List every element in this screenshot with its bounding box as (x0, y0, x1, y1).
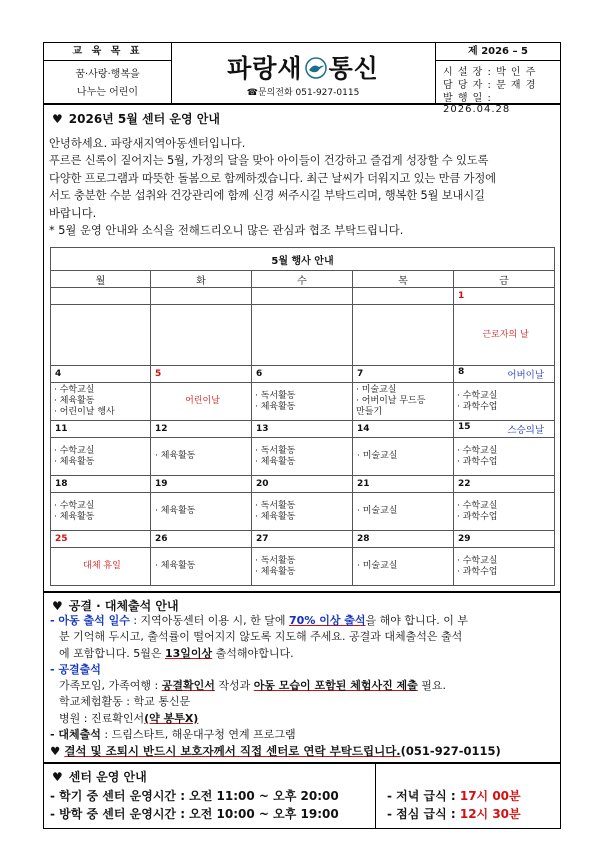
date-cell (454, 421, 555, 438)
date-cell (454, 288, 555, 305)
excused-form: 공결확인서 (161, 679, 215, 693)
date-cell (51, 366, 151, 383)
day-header: 수 (252, 271, 353, 288)
excused-school: 학교체험활동 : 학교 통신문 (59, 695, 191, 709)
date-cell (151, 531, 252, 548)
date-number: 14 (357, 424, 370, 434)
activity-cell (151, 383, 252, 421)
holiday-label: 어버이날 (507, 370, 545, 381)
calendar-date-row (51, 288, 555, 305)
activity-cell (151, 493, 252, 531)
education-goal-box (44, 43, 172, 103)
date-number: 8 (458, 367, 465, 377)
heart-icon: ♥ (50, 744, 65, 759)
attendance-requirement: 70% 이상 출석 (289, 614, 366, 627)
activity-cell (51, 493, 151, 531)
date-cell (353, 366, 454, 383)
goal-line-2: 나누는 어린이 (76, 87, 139, 98)
date-cell (51, 476, 151, 493)
date-number: 1 (458, 291, 465, 301)
activity-text: 근로자의 날 (482, 329, 529, 340)
date-cell (252, 288, 353, 305)
activity-cell (252, 548, 353, 586)
excused-text: 가족모임, 가족여행 : (59, 679, 162, 693)
activity-text: · 수학교실 · 과학수업 (457, 500, 498, 522)
dinner-label: - 저녁 급식 : (387, 789, 460, 803)
activity-cell (353, 383, 454, 421)
notice-phone: (051-927-0115) (400, 744, 501, 759)
section-title-text: 공결 · 대체출석 안내 (68, 599, 179, 613)
photo-requirement: 아동 모습이 포함된 체험사진 제출 (253, 679, 418, 693)
date-cell (51, 288, 151, 305)
excused-label: 공결출석 (58, 662, 101, 676)
intro-line: 푸르른 신록이 짙어지는 5월, 가정의 달을 맞아 아이들이 건강하고 즐겁게 성장할 수 있도록 (49, 154, 489, 168)
operation-notice-section (43, 104, 561, 592)
date-number: 22 (458, 479, 471, 489)
date-number: 11 (55, 424, 68, 434)
lunch-value: 12시 30분 (459, 807, 521, 821)
semester-hours: - 학기 중 센터 운영시간 : 오전 11:00 ~ 오후 20:00 (50, 789, 339, 803)
activity-cell (151, 548, 252, 586)
date-number: 15 (458, 422, 471, 432)
calendar-title: 5월 행사 안내 (51, 248, 555, 271)
date-cell (454, 476, 555, 493)
attendance-section (43, 592, 561, 763)
date-cell (252, 421, 353, 438)
substitute-label: 대체출석 (58, 728, 101, 742)
attendance-text: 을 해야 합니다. 이 부 (365, 614, 469, 627)
section-title-text: 2026년 5월 센터 운영 안내 (68, 112, 220, 126)
activity-text: · 미술교실 · 어버이날 무드등 만들기 (356, 385, 426, 417)
date-number: 20 (256, 479, 269, 489)
activity-text: · 독서활동 · 체육활동 (255, 445, 296, 467)
calendar-date-row (51, 421, 555, 438)
activity-cell (454, 493, 555, 531)
intro-line: 다양한 프로그램과 따뜻한 돌봄으로 함께하겠습니다. 최근 날씨가 더워지고 있는 만큼 가정에 (49, 171, 496, 185)
activity-cell (454, 438, 555, 476)
activity-text: · 독서활동 · 체육활동 (255, 390, 296, 412)
intro-line: 안녕하세요. 파랑새지역아동센터입니다. (49, 137, 246, 150)
date-number: 12 (155, 424, 168, 434)
intro-line: 서도 충분한 수분 섭취와 건강관리에 함께 신경 써주시길 부탁드리며, 행복한 5월 보내시길 (49, 189, 485, 203)
date-number: 27 (256, 534, 269, 544)
activity-text: · 수학교실 · 체육활동 (54, 500, 95, 522)
activity-text: 어린이날 (185, 396, 220, 406)
section-title (52, 597, 179, 614)
date-cell (151, 366, 252, 383)
attendance-line: 분 기억해 두시고, 출석률이 떨어지지 않도록 지도해 주세요. 공결과 대체출석은 출석 (59, 630, 463, 644)
calendar-activity-row (51, 383, 555, 421)
date-number: 5 (155, 369, 162, 379)
attendance-content: - 아동 출석 일수 : 지역아동센터 이용 시, 한 달에 70% 이상 출석을 해야 합니다. 이 부 분 기억해 두시고, 출석률이 떨어지지 않도록 지도해 주세요. 공결과 대체출석은 출석 에 포함합니다. 5월은 13일이상 출석해야합니다. - 공결출석 가족모임, 가족여행 : 공결확인서 작성과 아동 모습이 포함된 체험사진 제출 필요. 학교체험활동 : 학교 통신문 병원 : 진료확인서(약 봉투X) - 대체출석 : 드림스타트, 해운대구청 연계 프로그램 ♥ 결석 및 조퇴시 반드시 보호자께서 직접 센터로 연락 부탁드립니다.(051-927-0115) (50, 613, 558, 760)
date-number: 7 (357, 369, 364, 379)
date-cell (353, 476, 454, 493)
calendar-date-row (51, 366, 555, 383)
dinner-value: 17시 00분 (459, 789, 521, 803)
logo-text-left: 파랑새 (227, 54, 303, 83)
activity-cell (353, 493, 454, 531)
dinner-time (387, 787, 521, 804)
activity-text: · 독서활동 · 체육활동 (255, 500, 296, 522)
holiday-label: 스승의날 (507, 425, 545, 436)
excused-text: 작성과 (214, 679, 254, 693)
day-header: 월 (51, 271, 151, 288)
section-title (52, 110, 220, 127)
activity-cell (353, 548, 454, 586)
required-days: 13일이상 (165, 646, 213, 660)
attendance-text: 에 포함합니다. 5월은 (59, 646, 165, 660)
activity-text: · 수학교실 · 과학수업 (457, 390, 498, 412)
date-cell (252, 531, 353, 548)
date-cell (51, 531, 151, 548)
heart-icon: ♥ (52, 770, 63, 784)
intro-line: * 5월 운영 안내와 소식을 전해드리오니 많은 관심과 협조 부탁드립니다. (49, 224, 404, 238)
date-number: 6 (256, 369, 263, 379)
activity-text: · 미술교실 (357, 506, 398, 516)
logo-text-right: 통신 (328, 54, 379, 83)
heart-icon: ♥ (52, 112, 63, 126)
calendar-activity-row (51, 438, 555, 476)
activity-cell (454, 548, 555, 586)
date-cell (252, 366, 353, 383)
calendar-date-row (51, 531, 555, 548)
activity-text: · 체육활동 (155, 451, 196, 461)
staff-name: 담 당 자 : 문 재 경 (443, 80, 537, 91)
date-cell (454, 531, 555, 548)
activity-text: · 미술교실 (357, 451, 398, 461)
lunch-time (387, 805, 521, 822)
publish-date: 발 행 일 : 2026.04.28 (443, 93, 511, 115)
vacation-hours: - 방학 중 센터 운영시간 : 오전 10:00 ~ 오후 19:00 (50, 807, 339, 821)
attendance-text: 출석해야합니다. (212, 646, 294, 660)
newsletter-header (43, 42, 561, 115)
activity-text: · 수학교실 · 과학수업 (457, 555, 498, 577)
date-number: 21 (357, 479, 370, 489)
date-number: 25 (55, 534, 68, 544)
activity-cell (454, 383, 555, 421)
date-number: 26 (155, 534, 168, 544)
calendar-date-row (51, 476, 555, 493)
date-cell (51, 421, 151, 438)
date-cell (151, 421, 252, 438)
date-cell (454, 366, 555, 383)
day-header: 화 (151, 271, 252, 288)
date-cell (151, 476, 252, 493)
activity-text: · 수학교실 · 체육활동 (54, 445, 95, 467)
activity-cell (151, 305, 252, 366)
activity-text: · 독서활동 · 체육활동 (255, 555, 296, 577)
activity-cell (252, 438, 353, 476)
divider (375, 764, 376, 828)
day-header: 금 (454, 271, 555, 288)
intro-line: 바랍니다. (49, 206, 97, 220)
may-events-calendar (50, 247, 555, 586)
activity-cell (51, 383, 151, 421)
activity-cell (51, 305, 151, 366)
activity-cell (51, 438, 151, 476)
date-cell (353, 531, 454, 548)
intro-text (49, 135, 554, 239)
date-number: 28 (357, 534, 370, 544)
activity-text: · 수학교실 · 체육활동 · 어린이날 행사 (54, 385, 115, 417)
date-number: 19 (155, 479, 168, 489)
date-cell (151, 288, 252, 305)
activity-text: · 체육활동 (155, 506, 196, 516)
activity-cell (252, 493, 353, 531)
excused-text: 필요. (417, 679, 447, 693)
activity-cell (353, 438, 454, 476)
date-cell (353, 288, 454, 305)
attendance-text: : 지역아동센터 이용 시, 한 달에 (129, 614, 290, 627)
activity-text: · 체육활동 (155, 561, 196, 571)
activity-cell (151, 438, 252, 476)
contact-phone: ☎문의전화 051-927-0115 (246, 88, 360, 98)
date-number: 13 (256, 424, 269, 434)
activity-text: 대체 휴일 (83, 561, 121, 571)
activity-cell (252, 383, 353, 421)
lunch-label: - 점심 급식 : (387, 807, 460, 821)
newsletter-logo (171, 49, 435, 85)
date-number: 29 (458, 534, 471, 544)
date-number: 18 (55, 479, 68, 489)
day-header: 목 (353, 271, 454, 288)
logo-box (171, 43, 436, 103)
heart-icon: ♥ (52, 599, 63, 613)
absence-notice: 결석 및 조퇴시 반드시 보호자께서 직접 센터로 연락 부탁드립니다. (64, 744, 401, 759)
hospital-note: (약 봉투X) (144, 711, 199, 725)
date-cell (353, 421, 454, 438)
activity-cell (454, 305, 555, 366)
date-number: 4 (55, 369, 62, 379)
date-cell (252, 476, 353, 493)
issue-info-box (435, 43, 561, 115)
substitute-text: : 드림스타트, 해운대구청 연계 프로그램 (100, 728, 296, 742)
activity-cell (252, 305, 353, 366)
director-name: 시 설 장 : 박 인 주 (443, 67, 537, 78)
activity-text: · 미술교실 (357, 561, 398, 571)
goal-title: 교 육 목 표 (44, 43, 171, 61)
calendar-activity-row (51, 548, 555, 586)
activity-text: · 수학교실 · 과학수업 (457, 445, 498, 467)
issue-number: 제 2026 – 5 (435, 43, 561, 61)
bird-icon (305, 56, 327, 85)
goal-line-1: 꿈·사랑·행복을 (75, 69, 140, 80)
attendance-days-label: 아동 출석 일수 (58, 614, 130, 627)
calendar-activity-row (51, 493, 555, 531)
calendar-activity-row (51, 305, 555, 366)
section-title (52, 768, 147, 785)
center-hours-section (43, 763, 561, 829)
activity-cell (353, 305, 454, 366)
activity-cell (51, 548, 151, 586)
excused-text: 병원 : 진료확인서 (59, 711, 145, 725)
section-title-text: 센터 운영 안내 (68, 770, 147, 784)
